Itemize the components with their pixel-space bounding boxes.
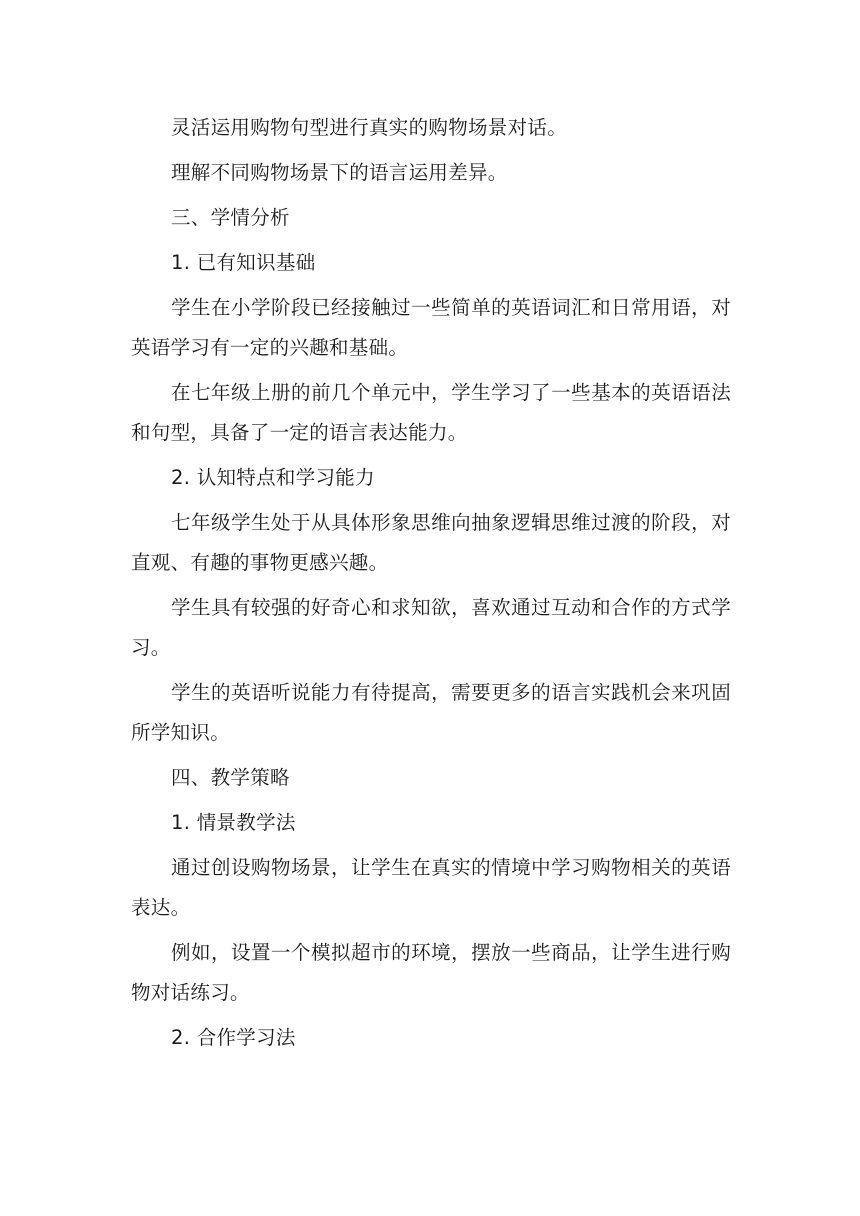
paragraph-supermarket-example: 例如，设置一个模拟超市的环境，摆放一些商品，让学生进行购物对话练习。 [131,941,731,1004]
section-heading-teaching-strategy: 四、教学策略 [171,766,290,789]
subheading-situational-teaching: 1. 情景教学法 [171,811,296,834]
subheading-cooperative-learning: 2. 合作学习法 [171,1026,296,1049]
paragraph-primary-school-basis: 学生在小学阶段已经接触过一些简单的英语词汇和日常用语，对英语学习有一定的兴趣和基础。 [131,296,731,359]
paragraph-create-scenario: 通过创设购物场景，让学生在真实的情境中学习购物相关的英语表达。 [131,856,731,919]
paragraph-curiosity: 学生具有较强的好奇心和求知欲，喜欢通过互动和合作的方式学习。 [131,596,731,659]
section-heading-learner-analysis: 三、学情分析 [171,206,290,229]
paragraph-grade-seven-units: 在七年级上册的前几个单元中，学生学习了一些基本的英语语法和句型，具备了一定的语言表达能力。 [131,381,731,444]
paragraph-language-differences: 理解不同购物场景下的语言运用差异。 [171,161,508,184]
paragraph-listening-speaking: 学生的英语听说能力有待提高，需要更多的语言实践机会来巩固所学知识。 [131,681,731,744]
document-body [131,108,731,1063]
subheading-prior-knowledge: 1. 已有知识基础 [171,251,316,274]
paragraph-thinking-transition: 七年级学生处于从具体形象思维向抽象逻辑思维过渡的阶段，对直观、有趣的事物更感兴趣。 [131,511,731,574]
paragraph-shopping-dialogue: 灵活运用购物句型进行真实的购物场景对话。 [171,116,568,139]
subheading-cognitive-traits: 2. 认知特点和学习能力 [171,466,375,489]
